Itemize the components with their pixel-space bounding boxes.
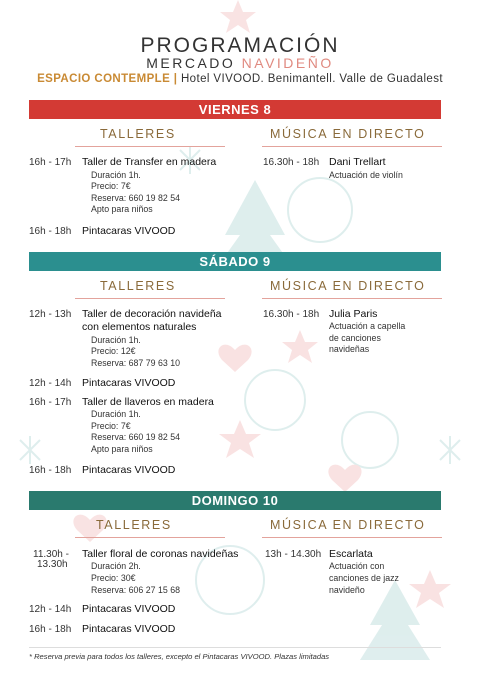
event-time: 12h - 13h [29,309,72,320]
event-detail: navideñas [329,344,370,354]
event-detail: Precio: 7€ [91,421,131,431]
event-detail: Precio: 7€ [91,181,131,191]
event-time: 13.30h [37,559,68,570]
event-detail: de canciones [329,333,381,343]
divider [262,537,442,538]
event-name: Taller de Transfer en madera [82,156,217,168]
event-time: 16.30h - 18h [263,309,320,320]
event-name: con elementos naturales [82,321,197,333]
venue-line [0,73,480,85]
event-name: Taller de llaveros en madera [82,396,214,408]
event-time: 13h - 14.30h [265,549,322,560]
event-time: 16h - 18h [29,226,72,237]
page-title: PROGRAMACIÓN [140,34,340,57]
event-time: 12h - 14h [29,604,72,615]
event-detail: Precio: 12€ [91,346,136,356]
event-name: Escarlata [329,548,373,560]
event-time: 16h - 17h [29,397,72,408]
venue-name: ESPACIO CONTEMPLE | [37,73,178,85]
day-banner-domingo: DOMINGO 10 [29,491,441,510]
event-detail: Apto para niños [91,444,153,454]
event-name: Taller floral de coronas navideñas [82,548,239,560]
event-detail: Reserva: 606 27 15 68 [91,585,181,595]
talleres-heading: TALLERES [96,518,172,532]
event-time: 12h - 14h [29,378,72,389]
venue-address: Hotel VIVOOD. Benimantell. Valle de Guadalest [177,73,443,85]
event-name: Pintacaras VIVOOD [82,603,176,615]
event-detail: Reserva: 687 79 63 10 [91,358,181,368]
event-detail: Duración 1h. [91,170,141,180]
event-name: Dani Trellart [329,156,386,168]
day-banner-viernes: VIERNES 8 [29,100,441,119]
event-time: 16h - 18h [29,624,72,635]
event-detail: Duración 1h. [91,409,141,419]
event-detail: Reserva: 660 19 82 54 [91,432,181,442]
event-detail: Duración 1h. [91,335,141,345]
event-detail: Actuación con [329,561,385,571]
footnote: * Reserva previa para todos los talleres, excepto el Pintacaras VIVOOD. Plazas limitadas [29,652,330,661]
event-name: Pintacaras VIVOOD [82,225,176,237]
talleres-heading: TALLERES [100,279,176,293]
event-name: Taller de decoración navideña [82,308,222,320]
musica-heading: MÚSICA EN DIRECTO [270,279,426,293]
event-detail: Precio: 30€ [91,573,136,583]
event-name: Pintacaras VIVOOD [82,623,176,635]
divider [75,146,225,147]
subtitle-accent: NAVIDEÑO [241,55,334,71]
musica-heading: MÚSICA EN DIRECTO [270,127,426,141]
event-detail: Reserva: 660 19 82 54 [91,193,181,203]
event-time: 11.30h - [33,549,69,560]
event-detail: Apto para niños [91,204,153,214]
day-banner-sabado: SÁBADO 9 [29,252,441,271]
event-time: 16h - 18h [29,465,72,476]
event-detail: Duración 2h. [91,561,141,571]
event-detail: canciones de jazz [329,573,399,583]
event-name: Pintacaras VIVOOD [82,464,176,476]
event-time: 16h - 17h [29,157,72,168]
subtitle-main: MERCADO [146,55,242,71]
divider [262,298,442,299]
event-detail: Actuación a capella [329,321,406,331]
talleres-heading: TALLERES [100,127,176,141]
page-subtitle [0,55,480,71]
event-name: Pintacaras VIVOOD [82,377,176,389]
event-detail: navideño [329,585,365,595]
event-time: 16.30h - 18h [263,157,320,168]
divider [29,647,441,648]
event-detail: Actuación de violín [329,170,403,180]
divider [75,537,225,538]
divider [75,298,225,299]
event-name: Julia Paris [329,308,378,320]
musica-heading: MÚSICA EN DIRECTO [270,518,426,532]
divider [262,146,442,147]
